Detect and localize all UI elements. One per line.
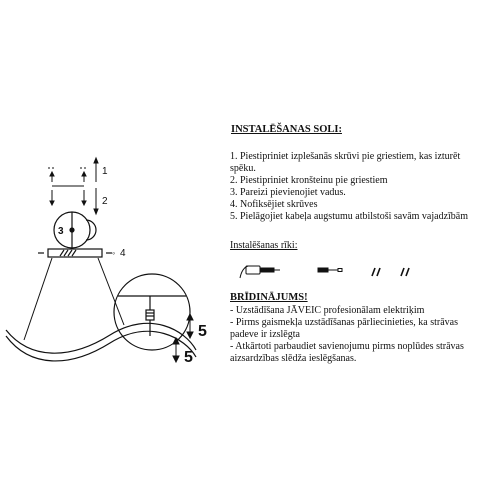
height-label-a: 5: [198, 323, 207, 340]
section-title: INSTALĒŠANAS SOLI:: [231, 124, 342, 135]
lamp-ring: [6, 323, 196, 361]
tools-row: [240, 266, 409, 278]
steps-list: [230, 151, 468, 223]
warning-title: BRĪDINĀJUMS!: [230, 292, 308, 303]
drill-icon: [240, 266, 280, 278]
step-2-label: 2: [102, 196, 108, 207]
step-1-label: 1: [102, 166, 108, 177]
height-label-b: 5: [184, 349, 193, 366]
step-line: 5. Pielāgojiet kabeļa augstumu atbilstoši savām vajadzībām: [230, 211, 468, 222]
screw-icon: [401, 268, 409, 276]
warnings-list: [230, 305, 464, 365]
ceiling-plate: [38, 249, 112, 257]
ceiling-anchors: [48, 158, 98, 186]
bracket: [50, 188, 98, 214]
warning-line: aizsardzības slēdža ieslēgšanas.: [230, 353, 357, 364]
step-4-number: 4: [120, 248, 126, 259]
step-line: spēku.: [230, 163, 256, 174]
warning-line: - Atkārtoti parbaudiet savienojumu pirms noplūdes strāvas: [230, 341, 464, 352]
warning-line: padeve ir izslēgta: [230, 329, 300, 340]
warning-line: - Pirms gaismekļa uzstādīšanas pārliecinieties, ka strāvas: [230, 317, 458, 328]
screw-icon: [372, 268, 380, 276]
step-line: 4. Nofiksējiet skrūves: [230, 199, 318, 210]
suspension-cables: [24, 258, 124, 340]
detail-callout: [114, 274, 190, 350]
tools-title: Instalēšanas rīki:: [230, 240, 298, 251]
step-4-label: ◦: [112, 248, 116, 258]
warning-line: - Uzstādīšana JĀVEIC profesionālam elektriķim: [230, 305, 425, 316]
screwdriver-icon: [318, 268, 342, 272]
step-3-label: 3: [58, 226, 64, 237]
step-line: 3. Pareizi pievienojiet vadus.: [230, 187, 346, 198]
step-line: 2. Piestipriniet kronšteinu pie griestiem: [230, 175, 388, 186]
step-line: 1. Piestipriniet izplešanās skrūvi pie griestiem, kas izturēt: [230, 151, 461, 162]
